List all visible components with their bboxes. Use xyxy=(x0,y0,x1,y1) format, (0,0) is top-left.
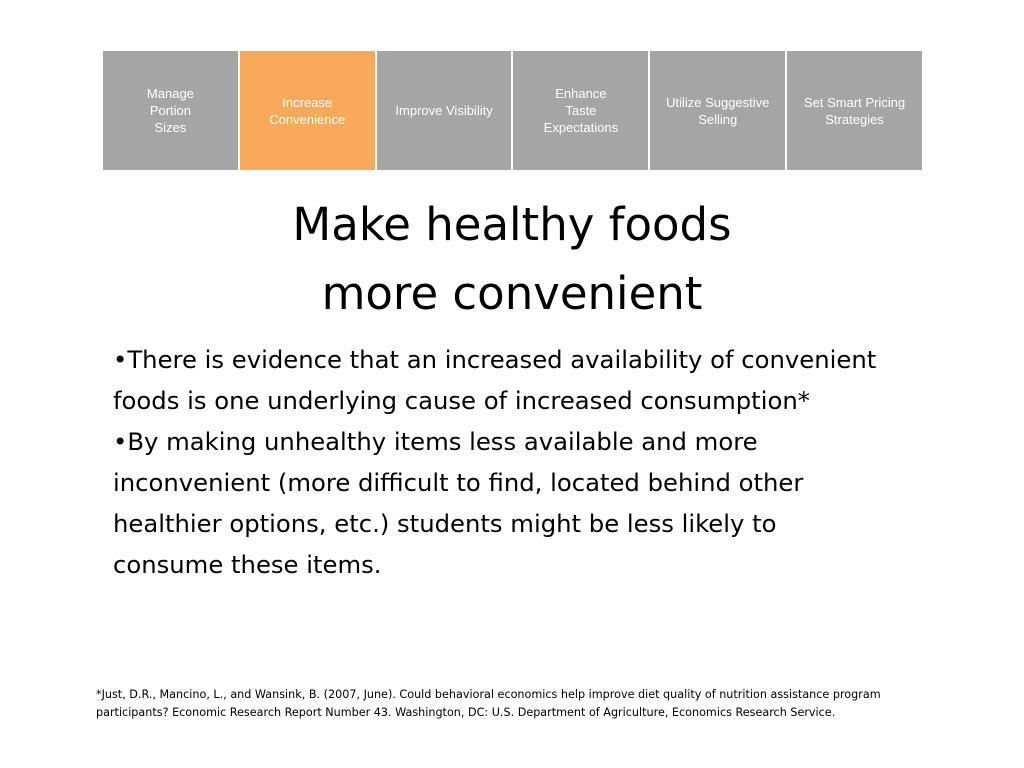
bullet-list xyxy=(113,339,893,585)
slide-title: Make healthy foods more convenient xyxy=(292,198,732,320)
topic-nav xyxy=(103,51,922,170)
tab-set-smart-pricing-strategies[interactable]: Set Smart Pricing Strategies xyxy=(787,51,922,170)
bullet-item: •By making unhealthy items less available and more inconvenient (more difficult to find, located behind other healthier options, etc.) students might be less likely to consume these items. xyxy=(113,427,804,579)
tab-improve-visibility[interactable]: Improve Visibility xyxy=(377,51,514,170)
tab-increase-convenience[interactable]: Increase Convenience xyxy=(240,51,377,170)
tab-enhance-taste-expectations[interactable]: Enhance Taste Expectations xyxy=(513,51,650,170)
tab-utilize-suggestive-selling[interactable]: Utilize Suggestive Selling xyxy=(650,51,787,170)
bullet-item: •There is evidence that an increased availability of convenient foods is one underlying cause of increased consumption* xyxy=(113,345,877,415)
citation-footnote: *Just, D.R., Mancino, L., and Wansink, B. (2007, June). Could behavioral economics help improve diet quality of nutrition assistance program participants? Economic Research Report Number 43. Washington, DC: U.S. Department of Agriculture, Economics Research Service. xyxy=(96,688,881,719)
tab-manage-portion-sizes[interactable]: Manage Portion Sizes xyxy=(103,51,240,170)
